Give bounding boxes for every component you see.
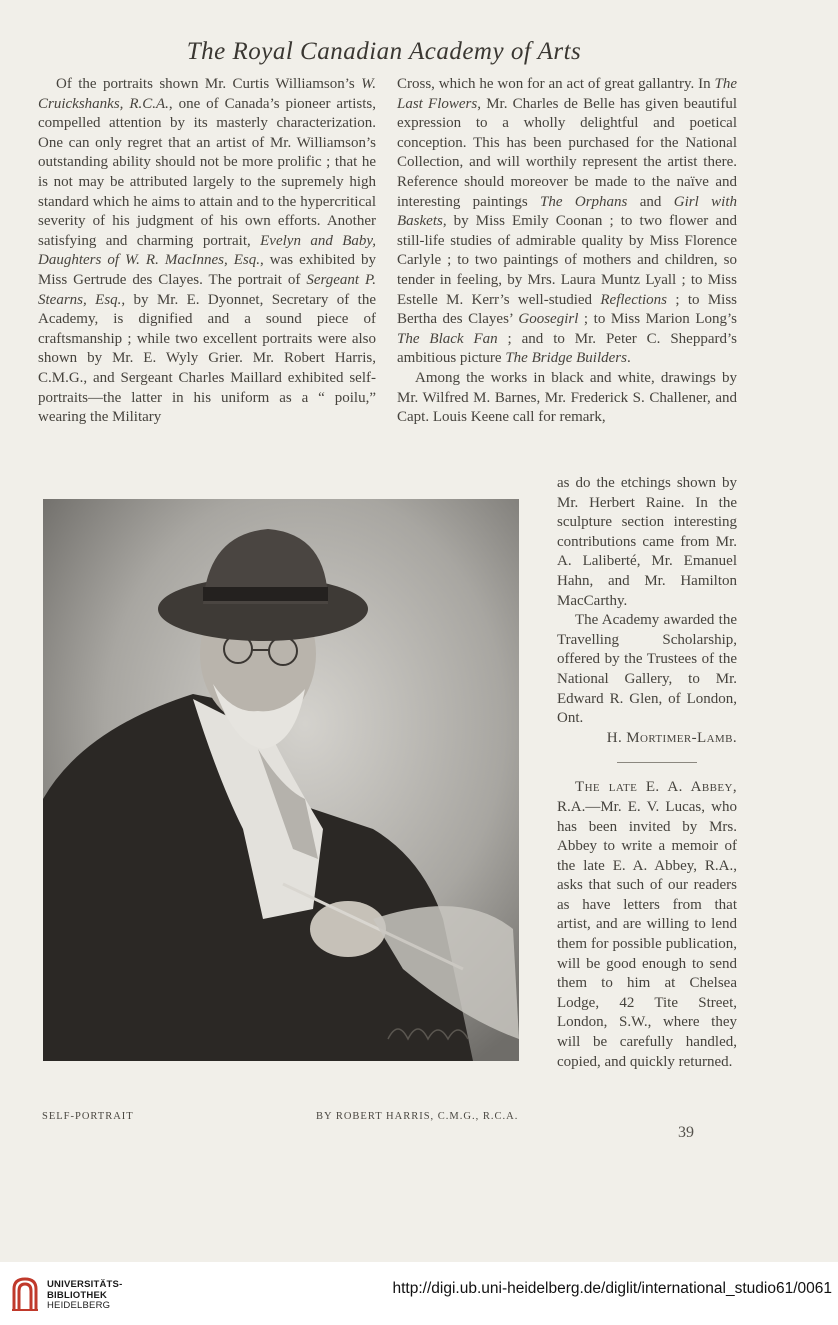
- paragraph: Among the works in black and white, drawings by Mr. Wilfred M. Barnes, Mr. Frederick S. Challener, and Capt. Louis Keene call for remark,: [397, 369, 737, 426]
- paragraph: The Academy awarded the Travelling Scholarship, offered by the Trustees of the National Gallery, to Mr. Edward R. Glen, of London, Ont.: [557, 612, 737, 727]
- title-run: The Black Fan: [397, 330, 498, 347]
- text-run: Cross, which he won for an act of great gallantry. In: [397, 76, 715, 92]
- title-run: Evelyn and Baby, Daughters of W. R. MacInnes, Esq.: [38, 232, 376, 269]
- title-run: Reflections: [600, 291, 668, 308]
- text-run: and: [627, 193, 674, 210]
- portrait-illustration: [43, 499, 519, 1061]
- text-run: ; and to Mr. Peter C. Sheppard’s ambitious picture: [397, 330, 738, 367]
- title-run: W. Cruickshanks, R.C.A.: [38, 76, 376, 112]
- text-run: R.A.—Mr. E. V. Lucas, who has been invited by Mrs. Abbey to write a memoir of the late E. A. Abbey, R.A., asks that such of our readers as have letters from that artist, and are willing to lend them for possible publication, will be good enough to send them to him at Chelsea Lodge, 42 Tite Street, London, S.W., where they will be carefully handled, copied, and quickly returned.: [557, 798, 737, 1070]
- library-logo-text: [47, 1280, 122, 1312]
- text-run: , one of Canada’s pioneer artists, compelled attention by its masterly characterization. One can only regret that an artist of Mr. Williamson’s outstanding ability should not be more prolific ; that he is not may be attributed largely to the supremely high standard which he aims to attain and to the hypercritical severity of his judgment of his own efforts. Another satisfying and charming portrait,: [38, 95, 376, 249]
- logo-line: BIBLIOTHEK: [47, 1289, 108, 1301]
- text-run: , was exhibited by Miss Gertrude des Clayes. The portrait of: [38, 252, 376, 288]
- library-footer: [0, 1262, 838, 1325]
- figure-caption-credit: BY ROBERT HARRIS, C.M.G., R.C.A.: [316, 1111, 519, 1122]
- text-run: , by Miss Emily Coonan ; to two flower and still-life studies of admirable quality by Miss Florence Carlyle ; to two paintings of mothers and children, so tender in feeling, by Mrs. Laura Muntz Lyall ; to Miss Estelle M. Kerr’s well-studied: [397, 213, 737, 308]
- section-divider: [617, 762, 697, 763]
- text-run: , by Mr. E. Dyonnet, Secretary of the Academy, is dignified and a sound piece of craftsmanship ; while two excellent portraits were also shown by Mr. E. Wyly Grier. Mr. Robert Harris, C.M.G., and Sergeant Charles Maillard exhibited self-portraits—the latter in his uniform as a “ poilu,” wearing the Military: [38, 291, 376, 426]
- logo-line: UNIVERSITÄTS-: [47, 1279, 123, 1290]
- figure-caption-title: SELF-PORTRAIT: [42, 1111, 134, 1122]
- text-run: ; to Miss Marion Long’s: [578, 311, 738, 328]
- running-head: The Royal Canadian Academy of Arts: [186, 38, 582, 65]
- text-run: ; to Miss Bertha des Clayes’: [397, 291, 737, 328]
- paragraph: [557, 778, 737, 1072]
- library-logo-icon: [10, 1275, 40, 1313]
- text-run: .: [626, 350, 631, 367]
- title-run: Girl with Baskets: [397, 193, 737, 230]
- source-url[interactable]: http://digi.ub.uni-heidelberg.de/diglit/international_studio61/0061: [392, 1280, 832, 1297]
- paragraph: as do the etchings shown by Mr. Herbert Raine. In the sculpture section interesting contributions came from Mr. A. Laliberté, Mr. Emanuel Hahn, and Mr. Hamilton MacCarthy.: [557, 475, 737, 609]
- author-signature: H. Mortimer-Lamb.: [606, 729, 737, 746]
- text-run: , Mr. Charles de Belle has given beautiful expression to a wholly delightful and poetical conception. This has been purchased for the National Collection, and will worthily represent the artist there. Reference should moreover be made to the naïve and interesting paintings: [397, 95, 737, 210]
- title-run: Goosegirl: [518, 311, 579, 328]
- title-run: The Last Flowers: [397, 76, 737, 112]
- title-run: The Bridge Builders: [505, 350, 627, 367]
- paragraph: [397, 75, 737, 369]
- paragraph: [38, 75, 376, 428]
- text-run: Of the portraits shown Mr. Curtis Williamson’s: [56, 76, 362, 92]
- page-number: 39: [678, 1124, 694, 1141]
- logo-line: HEIDELBERG: [47, 1300, 111, 1311]
- narrow-column: [557, 474, 737, 1072]
- title-run: Sergeant P. Stearns, Esq.: [38, 271, 376, 308]
- left-column: [38, 75, 376, 428]
- note-lead: The late E. A. Abbey,: [575, 779, 737, 796]
- title-run: The Orphans: [540, 193, 628, 210]
- right-column: [397, 75, 737, 428]
- self-portrait-photo: [43, 499, 519, 1061]
